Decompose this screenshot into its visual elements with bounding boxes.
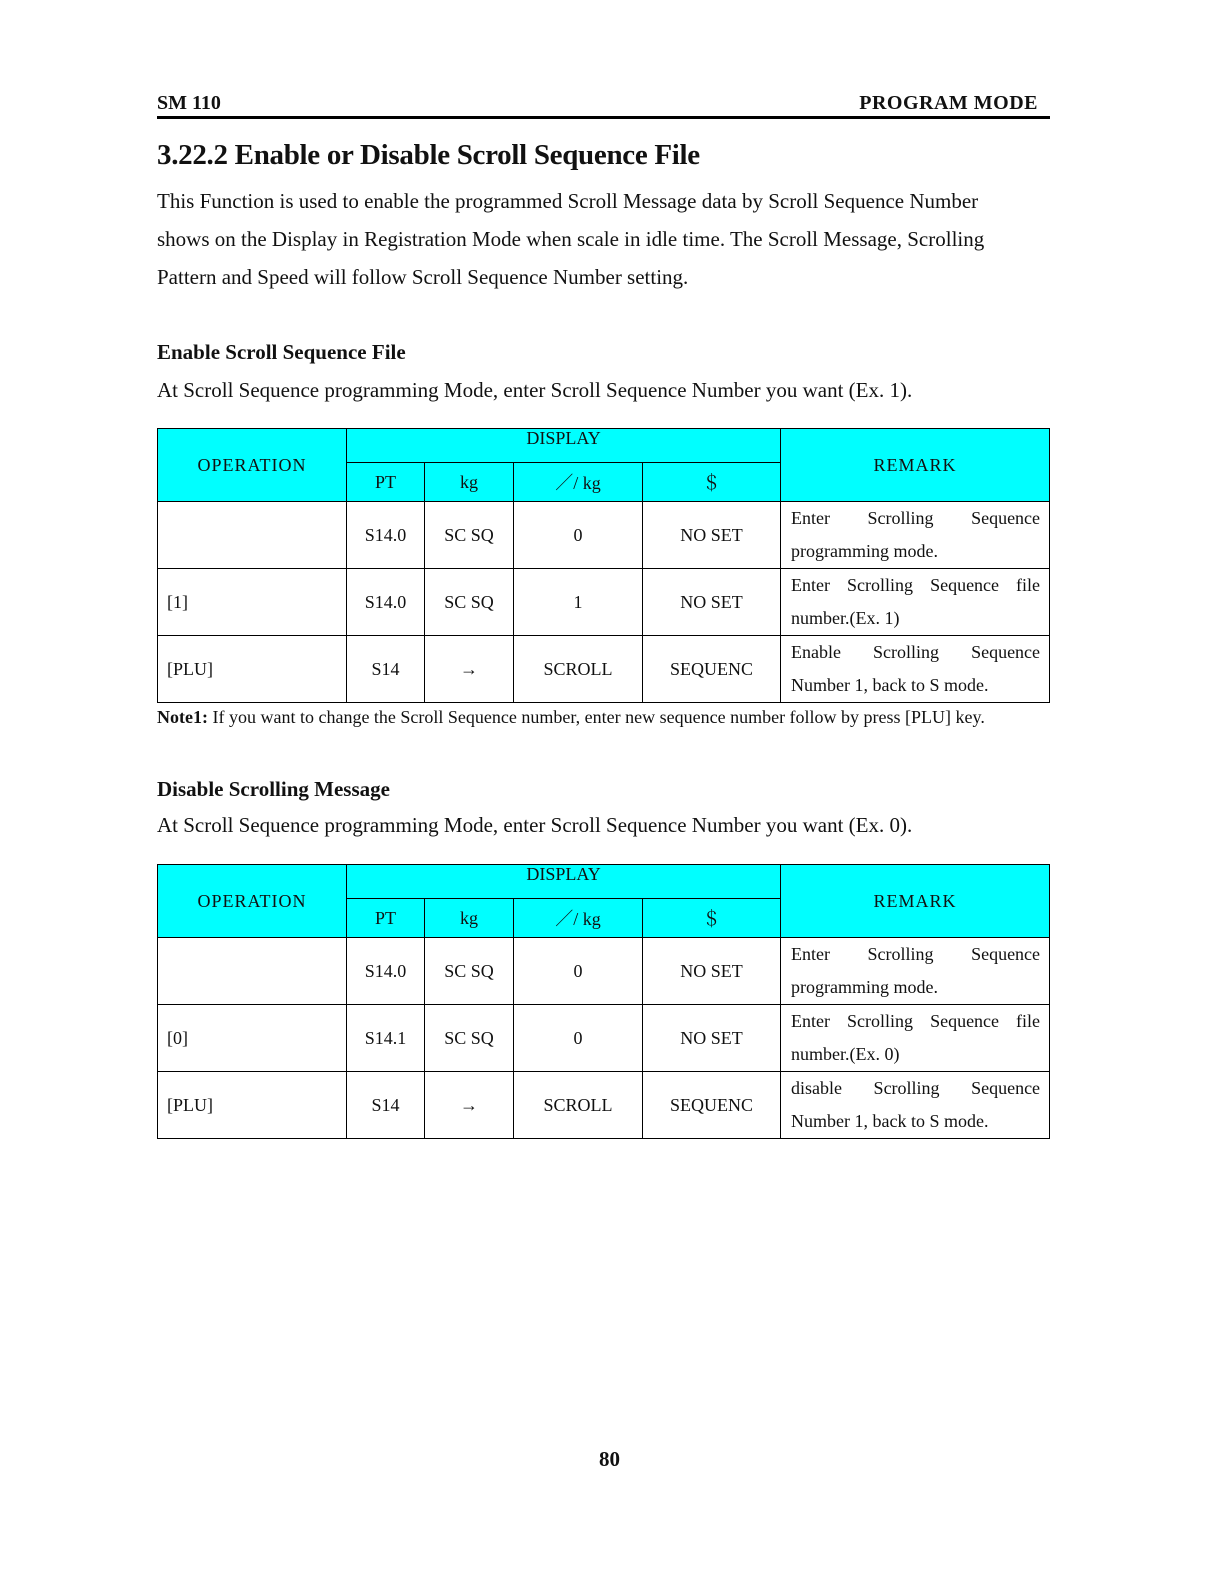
display-cell: SC SQ (425, 569, 514, 636)
remark-cell: Enter Scrolling Sequence programming mode. (781, 938, 1050, 1005)
remark-cell: Enable Scrolling Sequence Number 1, back to S mode. (781, 636, 1050, 703)
table-row (158, 1072, 1050, 1139)
operation-header: OPERATION (158, 865, 347, 938)
display-cell: S14.1 (347, 1005, 425, 1072)
note (157, 707, 985, 728)
display-cell: 0 (514, 502, 643, 569)
remark-cell: disable Scrolling Sequence Number 1, back to S mode. (781, 1072, 1050, 1139)
display-cell: → (425, 636, 514, 703)
operation-cell: [0] (158, 1005, 347, 1072)
remark-header: REMARK (781, 429, 1050, 502)
operation-cell: [PLU] (158, 1072, 347, 1139)
display-cell: NO SET (643, 1005, 781, 1072)
display-cell: NO SET (643, 569, 781, 636)
display-cell: SC SQ (425, 502, 514, 569)
header-model: SM 110 (157, 92, 221, 114)
display-cell: SCROLL (514, 1072, 643, 1139)
display-cell: S14.0 (347, 569, 425, 636)
section1-text: At Scroll Sequence programming Mode, enter Scroll Sequence Number you want (Ex. 1). (157, 378, 913, 402)
remark-header: REMARK (781, 865, 1050, 938)
display-cell: S14 (347, 636, 425, 703)
note-label: Note1: (157, 707, 208, 727)
display-col-unit-price: ／/ kg (514, 463, 643, 502)
table-row (158, 938, 1050, 1005)
display-header: DISPLAY (347, 429, 781, 463)
display-col-total: ＄ (643, 463, 781, 502)
display-header: DISPLAY (347, 865, 781, 899)
table-row (158, 502, 1050, 569)
remark-cell: Enter Scrolling Sequence programming mode. (781, 502, 1050, 569)
display-cell: SEQUENC (643, 636, 781, 703)
table-row (158, 636, 1050, 703)
page-header (157, 90, 1050, 119)
operation-cell: [PLU] (158, 636, 347, 703)
operation-cell (158, 938, 347, 1005)
enable-operation-table (157, 428, 1050, 703)
section2-text: At Scroll Sequence programming Mode, enter Scroll Sequence Number you want (Ex. 0). (157, 813, 913, 837)
display-cell: S14 (347, 1072, 425, 1139)
note-text: If you want to change the Scroll Sequence number, enter new sequence number follow by press [PLU] key. (207, 707, 985, 727)
remark-cell: Enter Scrolling Sequence file number.(Ex. 0) (781, 1005, 1050, 1072)
display-cell: NO SET (643, 502, 781, 569)
display-cell: S14.0 (347, 502, 425, 569)
intro-paragraph: This Function is used to enable the programmed Scroll Message data by Scroll Sequence Number shows on the Display in Registration Mode when scale in idle time. The Scroll Message, Scrolling Pattern and Speed will follow Scroll Sequence Number setting. (157, 189, 985, 289)
display-cell: SEQUENC (643, 1072, 781, 1139)
display-cell: 0 (514, 938, 643, 1005)
operation-header: OPERATION (158, 429, 347, 502)
display-col-total: ＄ (643, 899, 781, 938)
display-cell: → (425, 1072, 514, 1139)
display-cell: NO SET (643, 938, 781, 1005)
operation-cell: [1] (158, 569, 347, 636)
remark-cell: Enter Scrolling Sequence file number.(Ex. 1) (781, 569, 1050, 636)
section2-heading: Disable Scrolling Message (157, 777, 390, 801)
table-row (158, 1005, 1050, 1072)
page-number: 80 (599, 1447, 620, 1471)
header-section: PROGRAM MODE (859, 92, 1038, 114)
display-cell: SC SQ (425, 938, 514, 1005)
display-cell: SCROLL (514, 636, 643, 703)
display-cell: S14.0 (347, 938, 425, 1005)
display-col-pt: PT (347, 463, 425, 502)
display-col-pt: PT (347, 899, 425, 938)
operation-cell (158, 502, 347, 569)
section1-heading: Enable Scroll Sequence File (157, 340, 406, 364)
disable-operation-table (157, 864, 1050, 1139)
page-title: 3.22.2 Enable or Disable Scroll Sequence File (157, 139, 700, 171)
display-cell: 1 (514, 569, 643, 636)
display-cell: 0 (514, 1005, 643, 1072)
display-col-unit-price: ／/ kg (514, 899, 643, 938)
display-col-kg: kg (425, 463, 514, 502)
table-row (158, 569, 1050, 636)
display-cell: SC SQ (425, 1005, 514, 1072)
display-col-kg: kg (425, 899, 514, 938)
